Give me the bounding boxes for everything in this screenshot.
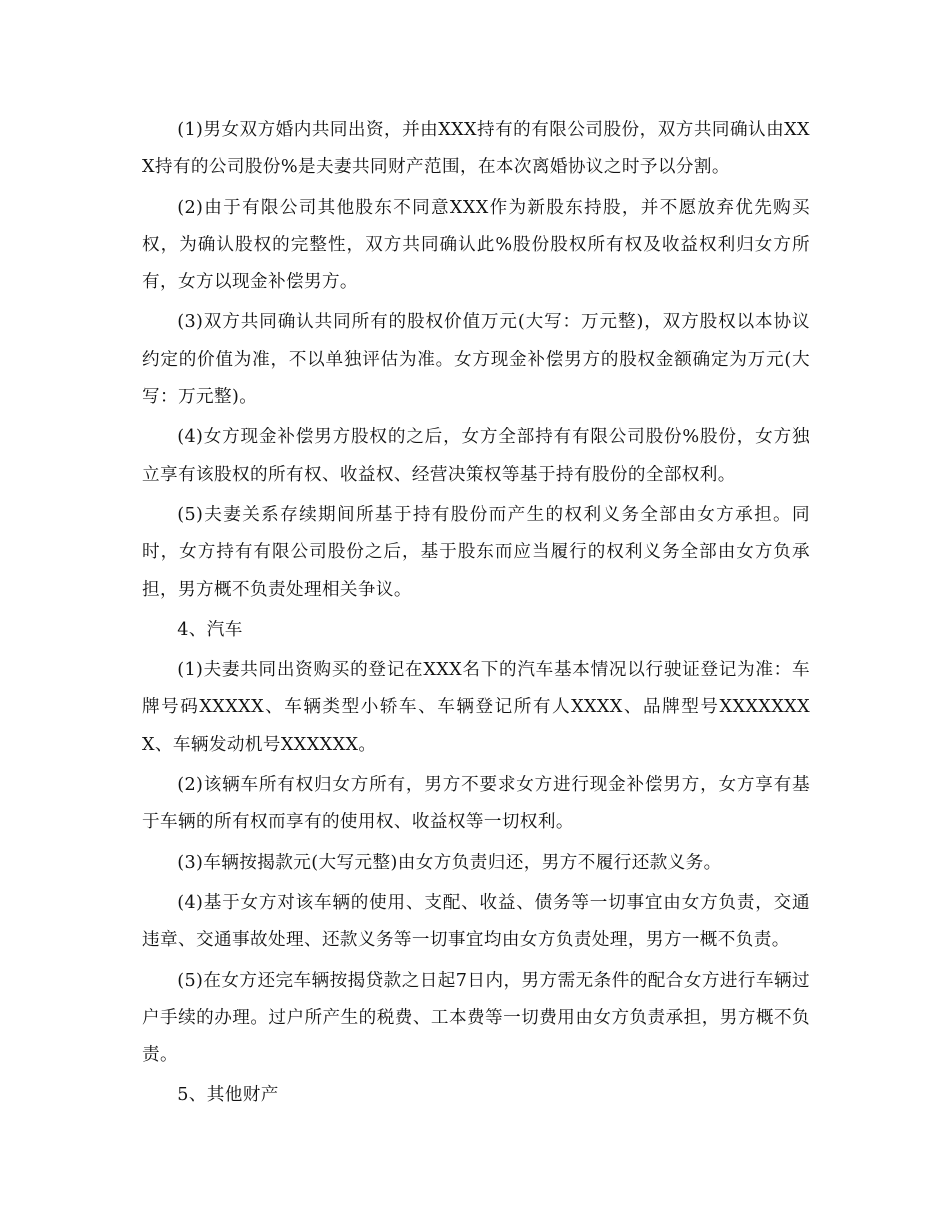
car-paragraph-3: (3)车辆按揭款元(大写元整)由女方负责归还，男方不履行还款义务。 — [177, 852, 722, 873]
document-page — [142, 112, 810, 1118]
section-heading-car: 4、汽车 — [177, 619, 243, 640]
equity-paragraph-3: (3)双方共同确认共同所有的股权价值万元(大写：万元整)，双方股权以本协议约定的价值为准，不以单独评估为准。女方现金补偿男方的股权金额确定为万元(大写：万元整)。 — [142, 312, 810, 408]
car-paragraph-1: (1)夫妻共同出资购买的登记在XXX名下的汽车基本情况以行驶证登记为准：车牌号码XXXXX、车辆类型小轿车、车辆登记所有人XXXX、品牌型号XXXXXXXX、车辆发动机号XXXXXX。 — [142, 660, 810, 755]
equity-paragraph-1: (1)男女双方婚内共同出资，并由XXX持有的有限公司股份，双方共同确认由XXX持有的公司股份%是夫妻共同财产范围，在本次离婚协议之时予以分割。 — [142, 120, 810, 178]
equity-paragraph-5: (5)夫妻关系存续期间所基于持有股份而产生的权利义务全部由女方承担。同时，女方持有有限公司股份之后，基于股东而应当履行的权利义务全部由女方负承担，男方概不负责处理相关争议。 — [142, 504, 810, 600]
section-heading-other-property: 5、其他财产 — [177, 1085, 279, 1106]
equity-paragraph-4: (4)女方现金补偿男方股权的之后，女方全部持有有限公司股份%股份，女方独立享有该股权的所有权、收益权、经营决策权等基于持有股份的全部权利。 — [142, 427, 810, 485]
car-paragraph-5: (5)在女方还完车辆按揭贷款之日起7日内，男方需无条件的配合女方进行车辆过户手续的办理。过户所产生的税费、工本费等一切费用由女方负责承担，男方概不负责。 — [142, 970, 810, 1066]
equity-paragraph-2: (2)由于有限公司其他股东不同意XXX作为新股东持股，并不愿放弃优先购买权，为确认股权的完整性，双方共同确认此%股份股权所有权及收益权利归女方所有，女方以现金补偿男方。 — [142, 197, 810, 293]
car-paragraph-2: (2)该辆车所有权归女方所有，男方不要求女方进行现金补偿男方，女方享有基于车辆的所有权而享有的使用权、收益权等一切权利。 — [142, 775, 810, 833]
car-paragraph-4: (4)基于女方对该车辆的使用、支配、收益、债务等一切事宜由女方负责，交通违章、交通事故处理、还款义务等一切事宜均由女方负责处理，男方一概不负责。 — [142, 892, 810, 951]
